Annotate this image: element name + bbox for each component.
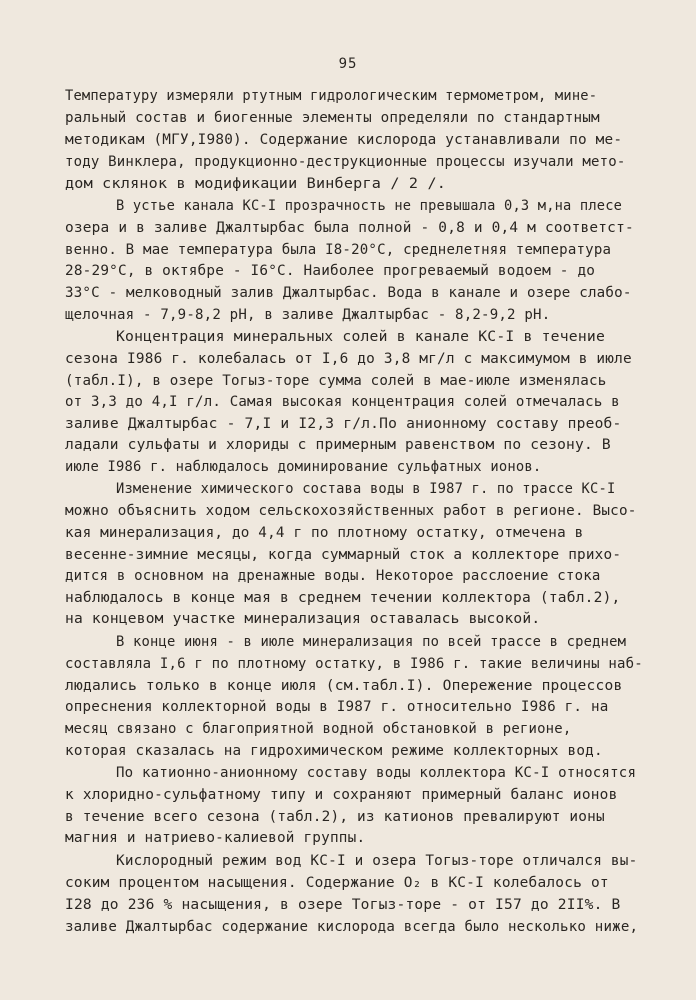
text-line: I28 до 236 % насыщения, в озере Тогыз-торе - от I57 до 2II%. В (65, 897, 621, 913)
text-line: 28-29°С, в октябре - I6°С. Наиболее прогреваемый водоем - до (65, 263, 596, 279)
text-line: в течение всего сезона (табл.2), из катионов превалируют ионы (65, 809, 605, 825)
text-line: 33°С - мелководный залив Джалтырбас. Вода в канале и озере слабо- (65, 285, 632, 301)
text-line: к хлоридно-сульфатному типу и сохраняют примерный баланс ионов (65, 787, 618, 803)
text-line: наблюдалось в конце мая в среднем течении коллектора (табл.2), (65, 590, 621, 606)
text-line: июле I986 г. наблюдалось доминирование сульфатных ионов. (65, 459, 542, 475)
text-line: дится в основном на дренажные воды. Некоторое расслоение стока (65, 568, 601, 584)
text-line: Кислородный режим вод КС-I и озера Тогыз-торе отличался вы- (116, 853, 638, 869)
text-line: ральный состав и биогенные элементы определяли по стандартным (65, 110, 600, 126)
text-line: тоду Винклера, продукционно-деструкционные процессы изучали мето- (65, 154, 626, 170)
text-line: опреснения коллекторной воды в I987 г. относительно I986 г. на (65, 699, 609, 715)
text-line: соким процентом насыщения. Содержание О₂ в КС-I колебалось от (65, 875, 609, 891)
text-line: дом склянок в модификации Винберга / 2 /. (65, 176, 447, 192)
text-line: щелочная - 7,9-8,2 рН, в заливе Джалтырбас - 8,2-9,2 рН. (65, 307, 551, 323)
text-line: от 3,3 до 4,I г/л. Самая высокая концентрация солей отмечалась в (65, 394, 620, 410)
text-line: людались только в конце июля (см.табл.I). Опережение процессов (65, 678, 623, 694)
text-line: кая минерализация, до 4,4 г по плотному остатку, отмечена в (65, 525, 584, 541)
text-line: ладали сульфаты и хлориды с примерным равенством по сезону. В (65, 437, 611, 453)
text-line: По катионно-анионному составу воды коллектора КС-I относятся (116, 765, 637, 781)
text-line: можно объяснить ходом сельскохозяйственных работ в регионе. Высо- (65, 503, 637, 519)
text-line: которая сказалась на гидрохимическом режиме коллекторных вод. (65, 743, 603, 759)
text-line: заливе Джалтырбас - 7,I и I2,3 г/л.По анионному составу преоб- (65, 416, 622, 432)
text-line: на концевом участке минерализация оставалась высокой. (65, 611, 541, 627)
text-line: Концентрация минеральных солей в канале КС-I в течение (116, 329, 605, 345)
text-line: В конце июня - в июле минерализация по всей трассе в среднем (116, 634, 627, 650)
text-line: Изменение химического состава воды в I987 г. по трассе КС-I (116, 481, 616, 497)
text-line: венно. В мае температура была I8-20°С, среднелетняя температура (65, 242, 612, 258)
text-line: (табл.I), в озере Тогыз-торе сумма солей в мае-июле изменялась (65, 373, 607, 389)
text-line: магния и натриево-калиевой группы. (65, 830, 366, 846)
text-line: заливе Джалтырбас содержание кислорода всегда было несколько ниже, (65, 919, 639, 935)
text-line: Температуру измеряли ртутным гидрологическим термометром, мине- (65, 88, 598, 104)
text-line: озера и в заливе Джалтырбас была полной - 0,8 и 0,4 м соответст- (65, 220, 634, 236)
text-line: весенне-зимние месяцы, когда суммарный сток а коллекторе прихо- (65, 547, 622, 563)
text-line: методикам (МГУ,I980). Содержание кислорода устанавливали по ме- (65, 132, 623, 148)
text-line: составляла I,6 г по плотному остатку, в I986 г. такие величины наб- (65, 656, 643, 672)
page-number: 95 (338, 56, 358, 72)
text-line: В устье канала КС-I прозрачность не превышала 0,3 м,на плесе (116, 198, 623, 214)
text-line: сезона I986 г. колебалась от I,6 до 3,8 мг/л с максимумом в июле (65, 351, 632, 367)
text-line: месяц связано с благоприятной водной обстановкой в регионе, (65, 721, 572, 737)
